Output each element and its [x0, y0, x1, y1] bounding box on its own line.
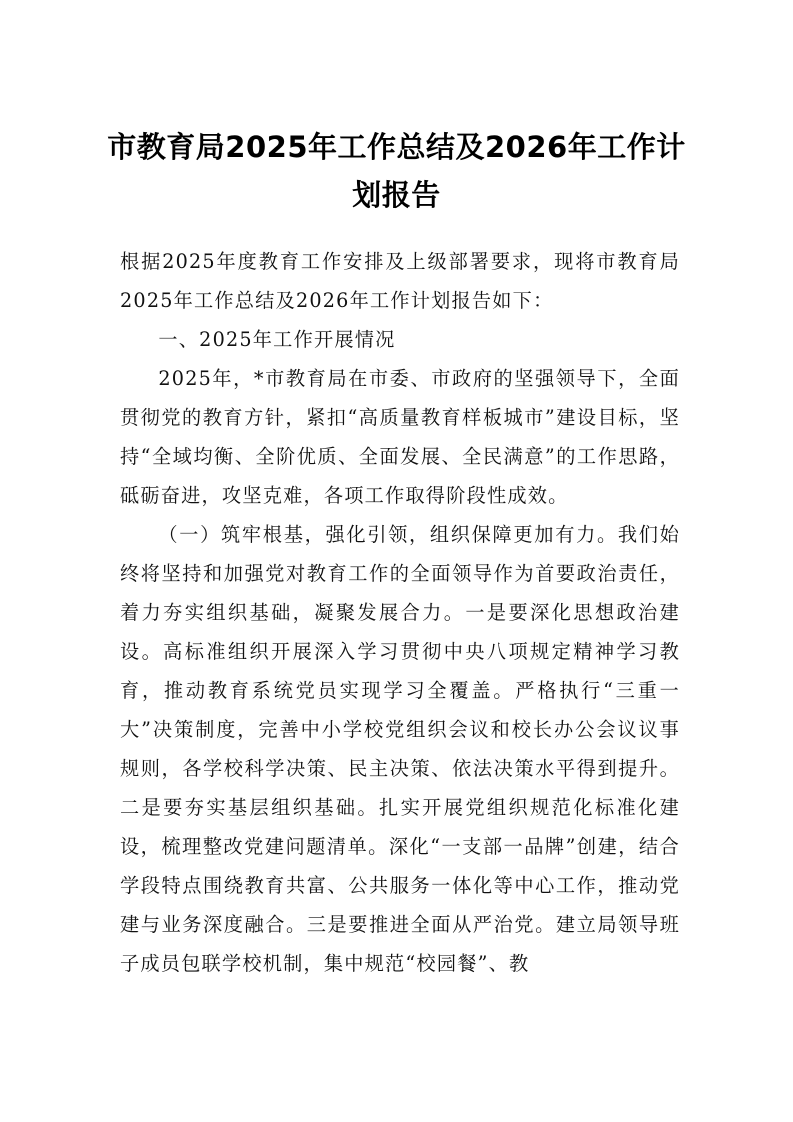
subsection-paragraph: （一）筑牢根基，强化引领，组织保障更加有力。我们始终将坚持和加强党对教育工作的全面领导作为首要政治责任，着力夯实组织基础，凝聚发展合力。一是要深化思想政治建设。高标准组织开展深入学习贯彻中央八项规定精神学习教育，推动教育系统党员实现学习全覆盖。严格执行“三重一大”决策制度，完善中小学校党组织会议和校长办公会议议事规则，各学校科学决策、民主决策、依法决策水平得到提升。二是要夯实基层组织基础。扎实开展党组织规范化标准化建设，梳理整改党建问题清单。深化“一支部一品牌”创建，结合学段特点围绕教育共富、公共服务一体化等中心工作，推动党建与业务深度融合。三是要推进全面从严治党。建立局领导班子成员包联学校机制，集中规范“校园餐”、教 [120, 523, 680, 975]
document-body [120, 242, 680, 983]
section-paragraph: 2025年，*市教育局在市委、市政府的坚强领导下，全面贯彻党的教育方针，紧扣“高质量教育样板城市”建设目标，坚持“全域均衡、全阶优质、全面发展、全民满意”的工作思路，砥砺奋进，攻坚克难，各项工作取得阶段性成效。 [120, 367, 680, 507]
document-title-line-2: 划报告 [352, 178, 441, 212]
document-title-line-1: 市教育局2025年工作总结及2026年工作计 [107, 130, 686, 164]
section-heading: 一、2025年工作开展情况 [158, 328, 396, 351]
intro-paragraph: 根据2025年度教育工作安排及上级部署要求，现将市教育局2025年工作总结及2026年工作计划报告如下： [120, 250, 680, 312]
